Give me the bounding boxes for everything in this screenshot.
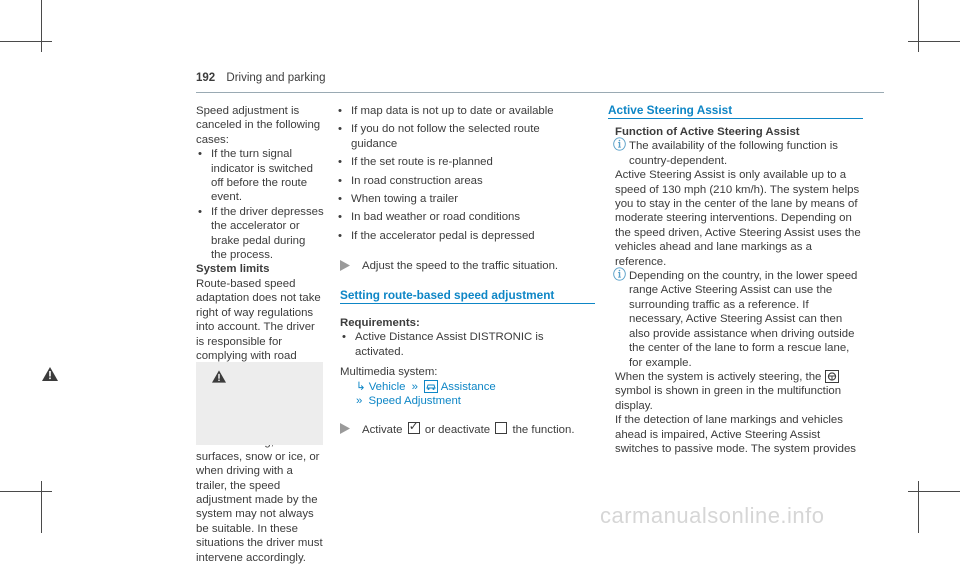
activate-text: Activate [362,424,403,437]
crop-mark [908,491,960,492]
watermark-text: carmanualsonline.info [600,503,825,528]
crop-mark [908,41,960,42]
section-name: Driving and parking [226,72,326,84]
warning-triangle-holder [212,370,226,388]
note-info-icon: ⓘ [613,137,627,153]
menu-path-arrow-icon: » [356,395,363,408]
page-number: 192 [196,72,216,84]
checkbox-empty-icon [495,422,507,434]
crop-mark [0,41,52,42]
active-steering-assist-rule [608,118,863,119]
crop-mark [41,0,42,52]
activate-step [340,422,585,437]
active-steering-assist-title: Active Steering Assist [608,103,733,117]
page-header [196,72,325,84]
system-limits-text: Route-based speed adaptation does not take right of way regulations into account. The driver is responsible for complying with road [196,277,321,362]
malfunction-situations-list [336,104,576,243]
note-1 [615,139,865,168]
deactivate-text: or deactivate [424,424,491,437]
setting-section-rule [340,303,595,304]
menu-path-2 [340,394,585,408]
symbol-text-b: symbol is shown in green in the multifunction display. [615,385,842,412]
symbol-text-a: When the system is actively steering, the [615,370,822,383]
column-2 [336,104,576,274]
warning-triangle-icon [42,367,58,385]
list-item: • If the turn signal indicator is switched off before the route event. [196,147,324,205]
action-text: Adjust the speed to the traffic situation. [362,260,559,273]
note-2-text: Depending on the country, in the lower speed range Active Steering Assist can use the surrounding traffic as a reference. If necessary, Active Steering Assist can then also provide assistance when driving outside the center of the lane to form a rescue lane, for example. [629,270,858,369]
crop-mark [918,481,919,533]
list-item: • Active Distance Assist DISTRONIC is activated. [340,330,585,359]
note-info-icon: ⓘ [613,267,627,283]
column-3 [615,125,865,456]
path-vehicle: Vehicle [368,380,406,393]
menu-path-arrow-icon: » [411,380,418,393]
system-limits-text-2: surfaces, snow or ice, or when driving with a trailer, the speed adjustment made by the system may not always be suitable. In these situations the driver must intervene accordingly. [196,450,323,564]
list-item: • If the driver depresses the accelerator or brake pedal during the process. [196,205,324,263]
function-paragraph: Active Steering Assist is only available up to a speed of 130 mph (210 km/h). The system helps you to stay in the center of the lane by means of moderate steering interventions. Depending on the speed driven, Active Steering Assist uses the vehicles ahead and lane markings as a reference. [615,169,861,268]
col1-text-block [196,104,324,565]
list-item: • In bad weather or road conditions [336,210,576,224]
list-item: • If the accelerator pedal is depressed [336,229,576,243]
path-speed-adjustment: Speed Adjustment [368,395,461,408]
crop-mark [41,481,42,533]
setting-section-title: Setting route-based speed adjustment [340,288,555,302]
detection-paragraph: If the detection of lane markings and vehicles ahead is impaired, Active Steering Assist switches to passive mode. The system provides [615,414,856,455]
cancel-cases-list [196,147,324,262]
list-item: • In road construction areas [336,174,576,188]
menu-path-arrow-icon: ↳ [356,380,366,393]
action-step [336,259,576,273]
system-limits-heading: System limits [196,263,270,276]
crop-mark [918,0,919,52]
list-item: • If the set route is re-planned [336,155,576,169]
assistance-car-icon [424,380,438,393]
cancel-intro: Speed adjustment is canceled in the following cases: [196,105,321,146]
steering-wheel-icon [825,370,839,383]
list-item: • If you do not follow the selected route guidance [336,122,576,151]
warning-triangle-icon [212,370,226,383]
multimedia-label: Multimedia system: [340,366,438,379]
list-item: • If map data is not up to date or available [336,104,576,118]
checkbox-checked-icon [408,422,420,434]
header-divider [196,92,884,93]
note-1-text: The availability of the following function is country-dependent. [629,140,838,167]
function-text: the function. [512,424,575,437]
symbol-paragraph [615,370,865,413]
path-assistance: Assistance [440,380,496,393]
action-arrow-icon [340,423,350,438]
note-2 [615,269,865,370]
setting-content [340,316,585,438]
menu-path [340,380,585,394]
action-arrow-icon [340,260,350,275]
crop-mark [0,491,52,492]
requirements-label: Requirements: [340,317,420,329]
requirements-list [340,330,585,359]
function-heading: Function of Active Steering Assist [615,126,800,138]
list-item: • When towing a trailer [336,192,576,206]
